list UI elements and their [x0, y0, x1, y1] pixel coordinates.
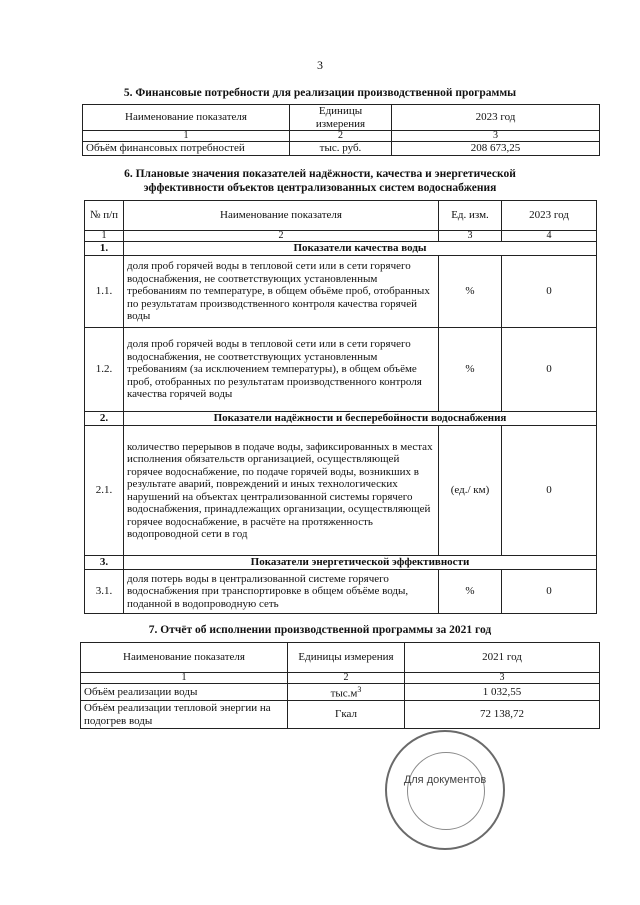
s5-header-year: 2023 год [392, 105, 600, 131]
s6-group3-title: Показатели энергетической эффективности [124, 556, 597, 570]
section7-table [80, 642, 600, 729]
s6-num-1: 1 [85, 231, 124, 242]
s7-header-name: Наименование показателя [81, 643, 288, 673]
s6-row-1-1-num: 1.1. [85, 256, 124, 328]
s7-header-year: 2021 год [405, 643, 600, 673]
s6-header-unit: Ед. изм. [439, 201, 502, 231]
s6-row-1-1-value: 0 [502, 256, 597, 328]
s6-row-3-1-value: 0 [502, 570, 597, 614]
s7-row1-unit-sup: 3 [357, 685, 362, 694]
s6-header-name: Наименование показателя [124, 201, 439, 231]
section5-table [82, 104, 600, 156]
stamp-text: Для документов [403, 774, 487, 786]
s6-row-2-1-unit: (ед./ км) [439, 426, 502, 556]
s6-row-3-1-num: 3.1. [85, 570, 124, 614]
s5-num-3: 3 [392, 131, 600, 142]
s6-row-3-1-name: доля потерь воды в централизованной системе горячего водоснабжения при транспортировке в общем объёме воды, поданной в водопроводную сеть [124, 570, 439, 614]
s7-row1-unit-text: тыс.м [330, 687, 358, 700]
s6-row-2-1-name: количество перерывов в подаче воды, зафиксированных в местах исполнения обязательств организацией, осуществляющей горячее водоснабжение, по подаче горячей воды, возникших в результате аварий, повреждений и иных технологических нарушений на объектах централизованной системы горячего водоснабжения, принадлежащих организации, осуществляющей горячее водоснабжение, в расчёте на протяженность водопроводной сети в год [124, 426, 439, 556]
s7-num-1: 1 [81, 673, 288, 684]
s6-group1-title: Показатели качества воды [124, 242, 597, 256]
s7-header-unit: Единицы измерения [288, 643, 405, 673]
s5-num-1: 1 [83, 131, 290, 142]
s5-row-name: Объём финансовых потребностей [83, 142, 290, 156]
s7-row1-unit [288, 684, 405, 701]
s5-num-2: 2 [290, 131, 392, 142]
s6-num-3: 3 [439, 231, 502, 242]
stamp [385, 730, 505, 850]
s6-row-3-1-unit: % [439, 570, 502, 614]
s7-row2-unit: Гкал [288, 701, 405, 729]
s7-row2-value: 72 138,72 [405, 701, 600, 729]
s7-row1-name: Объём реализации воды [81, 684, 288, 701]
s7-num-3: 3 [405, 673, 600, 684]
section5-title: 5. Финансовые потребности для реализации производственной программы [123, 87, 517, 99]
s7-row1-value: 1 032,55 [405, 684, 600, 701]
s6-row-2-1-value: 0 [502, 426, 597, 556]
s6-row-1-1-name: доля проб горячей воды в тепловой сети или в сети горячего водоснабжения, не соответствующих установленным требованиям по температуре, в общем объёме проб, отобранных по результатам производственного контроля качества горячей воды [124, 256, 439, 328]
s6-num-4: 4 [502, 231, 597, 242]
s5-row-value: 208 673,25 [392, 142, 600, 156]
section7-title: 7. Отчёт об исполнении производственной программы за 2021 год [148, 624, 492, 636]
s6-row-2-1-num: 2.1. [85, 426, 124, 556]
s6-group1-num: 1. [85, 242, 124, 256]
page-number: 3 [317, 58, 323, 72]
s7-row2-name: Объём реализации тепловой энергии на подогрев воды [81, 701, 288, 729]
s6-row-1-1-unit: % [439, 256, 502, 328]
s6-group3-num: 3. [85, 556, 124, 570]
section6-title-line1: 6. Плановые значения показателей надёжности, качества и энергетической [124, 168, 516, 180]
s7-num-2: 2 [288, 673, 405, 684]
s5-header-unit: Единицы измерения [290, 105, 392, 131]
s6-group2-num: 2. [85, 412, 124, 426]
s6-row-1-2-unit: % [439, 328, 502, 412]
s6-row-1-2-name: доля проб горячей воды в тепловой сети или в сети горячего водоснабжения, не соответствующих установленным требованиям (за исключением температуры), в общем объёме проб, отобранных по результатам производственного контроля качества горячей воды [124, 328, 439, 412]
s6-row-1-2-value: 0 [502, 328, 597, 412]
s5-header-name: Наименование показателя [83, 105, 290, 131]
s6-num-2: 2 [124, 231, 439, 242]
section6-table [84, 200, 597, 614]
s6-row-1-2-num: 1.2. [85, 328, 124, 412]
stamp-inner-ring [407, 752, 485, 830]
s6-header-num: № п/п [85, 201, 124, 231]
s6-group2-title: Показатели надёжности и бесперебойности водоснабжения [124, 412, 597, 426]
section6-title-line2: эффективности объектов централизованных систем водоснабжения [143, 182, 497, 194]
s5-row-unit: тыс. руб. [290, 142, 392, 156]
s6-header-year: 2023 год [502, 201, 597, 231]
